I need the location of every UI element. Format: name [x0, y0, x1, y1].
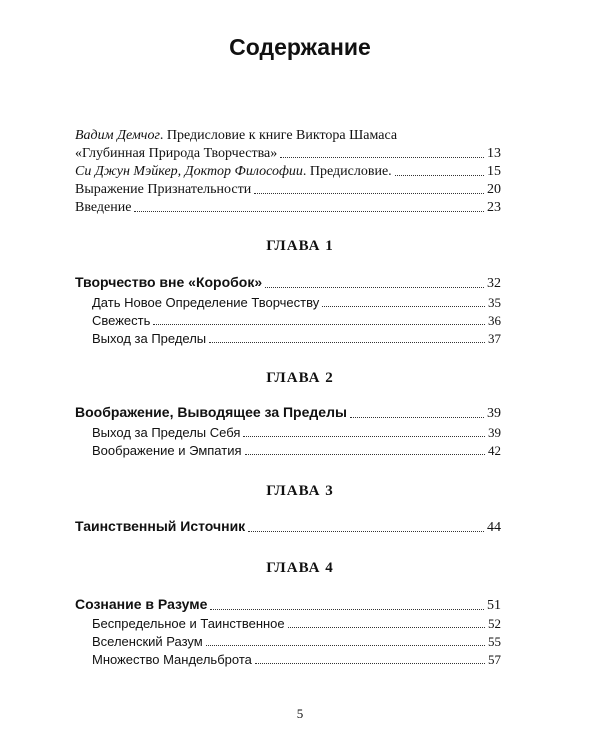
toc-page-number: 51 [487, 598, 501, 613]
chapter-heading-3: ГЛАВА 3 [266, 483, 334, 499]
leader-dots [245, 454, 486, 455]
toc-page-number: 37 [488, 331, 501, 346]
leader-dots [134, 211, 484, 212]
toc-entry-section[interactable] [92, 312, 501, 329]
toc-section-title: Вселенский Разум [92, 634, 203, 649]
toc-page-number: 52 [488, 616, 501, 631]
leader-dots [288, 627, 485, 628]
toc-entry-section[interactable] [92, 651, 501, 668]
toc-section-title: Воображение и Эмпатия [92, 443, 242, 458]
toc-title: Введение [75, 200, 132, 215]
chapter-heading-4: ГЛАВА 4 [266, 560, 334, 576]
toc-page-number: 39 [488, 425, 501, 440]
chapter-heading-1: ГЛАВА 1 [266, 238, 334, 254]
toc-author-demchog: Вадим Демчог [75, 128, 160, 143]
toc-entry-section[interactable] [92, 330, 501, 347]
toc-author-maker: Си Джун Мэйкер, Доктор Философии [75, 164, 303, 179]
toc-page-number: 39 [487, 406, 501, 421]
leader-dots [350, 417, 484, 418]
toc-chapter-title: Таинственный Источник [75, 518, 246, 534]
toc-page-number: 36 [488, 313, 501, 328]
toc-entry-chapter-2[interactable] [75, 404, 501, 422]
toc-section-title: Множество Мандельброта [92, 652, 252, 667]
leader-dots [243, 436, 485, 437]
leader-dots [153, 324, 485, 325]
toc-section-title: Беспредельное и Таинственное [92, 616, 285, 631]
leader-dots [255, 663, 485, 664]
toc-page-number: 20 [487, 182, 501, 197]
leader-dots [248, 531, 484, 532]
toc-entry-section[interactable] [92, 442, 501, 459]
toc-entry-section[interactable] [92, 615, 501, 632]
toc-text-maker: . Предисловие. [302, 164, 392, 179]
toc-page-number: 13 [487, 146, 501, 161]
toc-entry-introduction[interactable] [75, 199, 501, 216]
leader-dots [209, 342, 485, 343]
toc-page-number: 23 [487, 200, 501, 215]
toc-title: Выражение Признательности [75, 182, 252, 197]
leader-dots [395, 175, 484, 176]
toc-entry-section[interactable] [92, 633, 501, 650]
toc-entry-demchog[interactable] [75, 145, 501, 162]
leader-dots [206, 645, 485, 646]
page-title: Содержание [229, 34, 371, 60]
toc-entry-gratitude[interactable] [75, 181, 501, 198]
toc-entry-chapter-4[interactable] [75, 596, 501, 614]
toc-chapter-title: Сознание в Разуме [75, 596, 208, 612]
page-number: 5 [296, 706, 304, 721]
toc-entry-section[interactable] [92, 294, 501, 311]
leader-dots [210, 609, 484, 610]
toc-chapter-title: Воображение, Выводящее за Пределы [75, 404, 347, 420]
toc-entry-demchog-line1[interactable] [75, 127, 397, 144]
toc-section-title: Выход за Пределы [92, 331, 207, 346]
toc-page-number: 42 [488, 443, 501, 458]
toc-page-number: 55 [488, 634, 501, 649]
toc-entry-chapter-1[interactable] [75, 274, 501, 292]
leader-dots [265, 287, 484, 288]
toc-section-title: Свежесть [92, 313, 151, 328]
toc-entry-section[interactable] [92, 424, 501, 441]
leader-dots [280, 157, 484, 158]
toc-text-demchog-line2: «Глубинная Природа Творчества» [75, 146, 278, 161]
leader-dots [254, 193, 484, 194]
toc-page-number: 57 [488, 652, 501, 667]
leader-dots [322, 306, 485, 307]
toc-section-title: Выход за Пределы Себя [92, 425, 241, 440]
toc-page-number: 44 [487, 520, 501, 535]
toc-entry-chapter-3[interactable] [75, 518, 501, 536]
toc-text-demchog-line1: . Предисловие к книге Виктора Шамаса [159, 128, 398, 143]
toc-page-number: 32 [487, 276, 501, 291]
toc-page-number: 15 [487, 164, 501, 179]
toc-section-title: Дать Новое Определение Творчеству [92, 295, 320, 310]
toc-chapter-title: Творчество вне «Коробок» [75, 274, 263, 290]
toc-entry-maker[interactable] [75, 163, 501, 180]
chapter-heading-2: ГЛАВА 2 [266, 370, 334, 386]
toc-page-number: 35 [488, 295, 501, 310]
